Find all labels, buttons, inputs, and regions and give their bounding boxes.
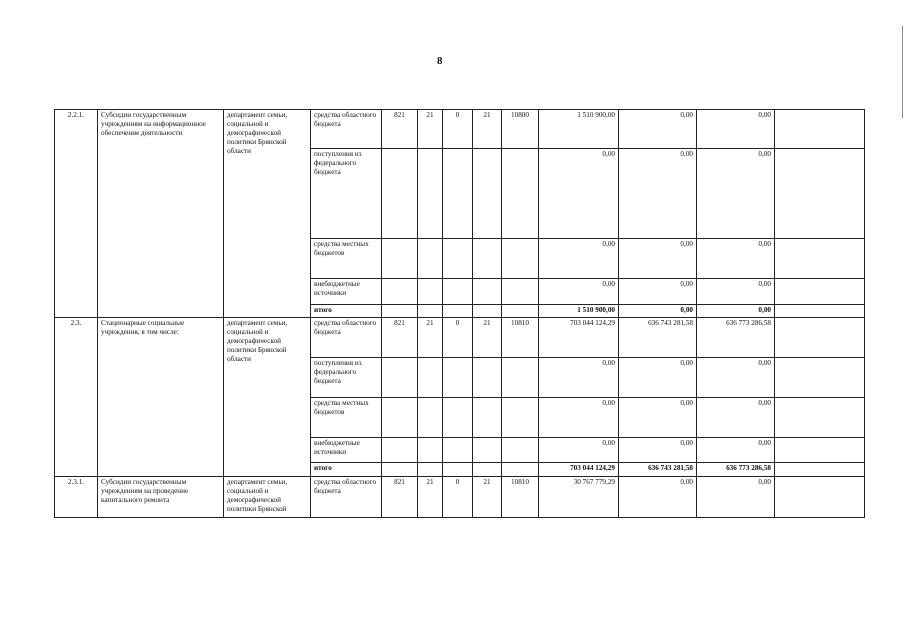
rz-code <box>418 305 443 318</box>
rz-code: 21 <box>418 477 443 518</box>
amount-year-3: 636 773 286,58 <box>697 463 775 477</box>
funding-source: средства местных бюджетов <box>311 398 382 438</box>
row-code: 2.3. <box>55 318 98 477</box>
rz-code <box>418 438 443 463</box>
empty-cell <box>775 318 865 358</box>
rz-code <box>418 358 443 398</box>
cs-code: 21 <box>473 318 502 358</box>
empty-cell <box>775 398 865 438</box>
amount-year-3: 636 773 286,58 <box>697 318 775 358</box>
empty-cell <box>775 279 865 305</box>
amount-year-2: 0,00 <box>619 477 697 518</box>
vr-code: 10800 <box>502 110 539 149</box>
cs-code <box>473 305 502 318</box>
vr-code <box>502 358 539 398</box>
row-executor: департамент семьи, социальной и демографической политики Брянской <box>224 477 311 518</box>
grbs-code <box>382 239 418 279</box>
pr-code: 0 <box>443 318 473 358</box>
amount-year-2: 0,00 <box>619 279 697 305</box>
grbs-code: 821 <box>382 477 418 518</box>
pr-code <box>443 463 473 477</box>
amount-year-1: 703 044 124,29 <box>539 318 619 358</box>
grbs-code <box>382 438 418 463</box>
empty-cell <box>775 477 865 518</box>
pr-code <box>443 279 473 305</box>
amount-year-3: 0,00 <box>697 477 775 518</box>
amount-year-1: 703 044 124,29 <box>539 463 619 477</box>
grbs-code <box>382 305 418 318</box>
amount-year-3: 0,00 <box>697 438 775 463</box>
amount-year-3: 0,00 <box>697 239 775 279</box>
scan-edge-line <box>902 26 903 118</box>
pr-code <box>443 358 473 398</box>
amount-year-1: 0,00 <box>539 149 619 239</box>
amount-year-1: 30 767 779,29 <box>539 477 619 518</box>
pr-code: 0 <box>443 477 473 518</box>
amount-year-2: 0,00 <box>619 110 697 149</box>
amount-year-3: 0,00 <box>697 279 775 305</box>
amount-year-3: 0,00 <box>697 110 775 149</box>
funding-source: поступления из федерального бюджета <box>311 149 382 239</box>
empty-cell <box>775 463 865 477</box>
budget-table <box>54 109 865 518</box>
amount-year-1: 0,00 <box>539 279 619 305</box>
funding-source: поступления из федерального бюджета <box>311 358 382 398</box>
empty-cell <box>775 305 865 318</box>
funding-source: средства областного бюджета <box>311 110 382 149</box>
funding-source: внебюджетные источники <box>311 438 382 463</box>
pr-code <box>443 438 473 463</box>
rz-code <box>418 463 443 477</box>
amount-year-2: 0,00 <box>619 438 697 463</box>
amount-year-2: 0,00 <box>619 239 697 279</box>
amount-year-1: 0,00 <box>539 438 619 463</box>
page-number: 8 <box>437 55 443 67</box>
pr-code: 0 <box>443 110 473 149</box>
pr-code <box>443 149 473 239</box>
amount-year-2: 0,00 <box>619 149 697 239</box>
amount-year-3: 0,00 <box>697 358 775 398</box>
vr-code <box>502 438 539 463</box>
funding-source: средства местных бюджетов <box>311 239 382 279</box>
vr-code <box>502 279 539 305</box>
amount-year-1: 1 510 900,00 <box>539 110 619 149</box>
amount-year-1: 0,00 <box>539 358 619 398</box>
vr-code <box>502 305 539 318</box>
cs-code <box>473 398 502 438</box>
cs-code <box>473 279 502 305</box>
grbs-code <box>382 463 418 477</box>
empty-cell <box>775 358 865 398</box>
empty-cell <box>775 438 865 463</box>
row-code: 2.2.1. <box>55 110 98 318</box>
cs-code <box>473 463 502 477</box>
vr-code: 10810 <box>502 318 539 358</box>
cs-code <box>473 358 502 398</box>
grbs-code <box>382 398 418 438</box>
grbs-code <box>382 279 418 305</box>
row-code: 2.3.1. <box>55 477 98 518</box>
table-row <box>55 318 865 358</box>
table-row <box>55 477 865 518</box>
grbs-code <box>382 149 418 239</box>
vr-code <box>502 463 539 477</box>
rz-code <box>418 279 443 305</box>
amount-year-2: 0,00 <box>619 358 697 398</box>
amount-year-3: 0,00 <box>697 305 775 318</box>
table-row <box>55 110 865 149</box>
row-name: Стационарные социальные учреждения, в том числе: <box>98 318 224 477</box>
pr-code <box>443 398 473 438</box>
empty-cell <box>775 110 865 149</box>
amount-year-2: 636 743 281,58 <box>619 318 697 358</box>
rz-code <box>418 149 443 239</box>
empty-cell <box>775 239 865 279</box>
rz-code <box>418 239 443 279</box>
row-executor: департамент семьи, социальной и демографической политики Брянской области <box>224 110 311 318</box>
row-name: Субсидии государственным учреждениям на проведение капитального ремонта <box>98 477 224 518</box>
amount-year-1: 0,00 <box>539 239 619 279</box>
vr-code <box>502 239 539 279</box>
empty-cell <box>775 149 865 239</box>
grbs-code <box>382 358 418 398</box>
amount-year-1: 1 510 900,00 <box>539 305 619 318</box>
amount-year-3: 0,00 <box>697 149 775 239</box>
funding-source: итого <box>311 305 382 318</box>
row-executor: департамент семьи, социальной и демографической политики Брянской области <box>224 318 311 477</box>
cs-code: 21 <box>473 477 502 518</box>
grbs-code: 821 <box>382 110 418 149</box>
pr-code <box>443 239 473 279</box>
amount-year-2: 0,00 <box>619 305 697 318</box>
funding-source: средства областного бюджета <box>311 477 382 518</box>
rz-code <box>418 398 443 438</box>
cs-code <box>473 239 502 279</box>
funding-source: внебюджетные источники <box>311 279 382 305</box>
funding-source: средства областного бюджета <box>311 318 382 358</box>
vr-code: 10810 <box>502 477 539 518</box>
amount-year-2: 636 743 281,58 <box>619 463 697 477</box>
amount-year-3: 0,00 <box>697 398 775 438</box>
row-name: Субсидии государственным учреждениям на информационное обеспечение деятельности <box>98 110 224 318</box>
grbs-code: 821 <box>382 318 418 358</box>
cs-code: 21 <box>473 110 502 149</box>
amount-year-1: 0,00 <box>539 398 619 438</box>
cs-code <box>473 438 502 463</box>
vr-code <box>502 398 539 438</box>
amount-year-2: 0,00 <box>619 398 697 438</box>
funding-source: итого <box>311 463 382 477</box>
cs-code <box>473 149 502 239</box>
pr-code <box>443 305 473 318</box>
rz-code: 21 <box>418 110 443 149</box>
rz-code: 21 <box>418 318 443 358</box>
vr-code <box>502 149 539 239</box>
